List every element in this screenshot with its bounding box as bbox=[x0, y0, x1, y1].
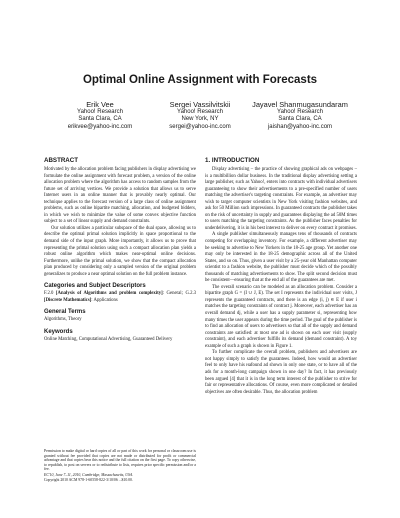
category-title: [Discrete Mathematics] bbox=[44, 297, 92, 303]
category-code: F.2.0 bbox=[44, 291, 54, 297]
left-column bbox=[44, 157, 196, 343]
abstract-heading: ABSTRACT bbox=[44, 157, 79, 164]
author-name: Jayavel Shanmugasundaram bbox=[252, 100, 348, 109]
intro-paragraph: A single publisher simultaneously manages tens of thousands of contracts competing for overlapping inventory. For example, a different advertiser may be seeking to advertise to New Yorkers in the 18-25 age group. Yet another one may only be interested in the 18-25 demographic across all of the United States, and so on. Thus, given a user visit by a 25-year old Manhattan computer scientist to a fashion website, the publisher must decide which of the possibly thousands of matching advertisements to show. The split second decision must be consistent—ensuring that at the end all of the guarantees are met. bbox=[205, 232, 357, 284]
author-email: jaishan@yahoo-inc.com bbox=[267, 123, 333, 130]
author-name: Sergei Vassilvitskii bbox=[169, 100, 231, 109]
author-email: sergei@yahoo-inc.com bbox=[169, 123, 231, 130]
copyright-footnote bbox=[44, 449, 196, 484]
categories-heading: Categories and Subject Descriptors bbox=[44, 283, 146, 290]
intro-paragraph: Display advertising – the practice of showing graphical ads on webpages – is a multibillion dollar business. In the traditional display advertising setting a large publisher, such as Yahoo!, enters into contracts with individual advertisers guaranteeing to show their advertisements to a pre-specified number of users matching the advertiser's targeting constraints. For example, an advertiser may wish to target computer scientists in New York visiting fashion websites, and ask for 50 Million such impressions. In guaranteed contracts the publisher takes on the risk of uncertainty in supply and guarantees displaying the ad 50M times to users matching the targeting constraints. As the publisher faces penalties for underdelivering, it is in his best interest to deliver on every contract it promises. bbox=[205, 167, 357, 231]
author-affiliation: Yahoo! Research bbox=[77, 109, 123, 115]
author-affiliation: Yahoo! Research bbox=[277, 109, 323, 115]
conference-line: EC'10, June 7–11, 2010, Cambridge, Massachusetts, USA. bbox=[44, 473, 134, 478]
author-email: erikvee@yahoo-inc.com bbox=[67, 123, 133, 130]
copyright-line: Copyright 2010 ACM 978-1-60558-822-3/10/06 ...$10.00. bbox=[44, 477, 133, 482]
general-terms-text: Algorithms, Theory bbox=[44, 317, 82, 323]
categories-text bbox=[44, 291, 196, 304]
abstract-paragraph: Motivated by the allocation problem facing publishers in display advertising we formulate the online assignment with forecast problem, a version of the online allocation problem where the algorithm has access to random samples from the future set of arriving vertices. We provide a solution that allows us to serve Internet users in an online manner that is provably nearly optimal. Our technique applies to the forecast version of a large class of online assignment problems, such as online bipartite matching, allocation, and budgeted bidders, in which we wish to minimize the value of some convex objective function subject to a set of linear supply and demand constraints. bbox=[44, 167, 196, 225]
author-location: Santa Clara, CA bbox=[78, 116, 122, 123]
category-text: : Applications bbox=[91, 297, 118, 303]
permission-notice: Permission to make digital or hard copies of all or part of this work for personal or classroom use is granted without fee provided that copies are not made or distributed for profit or commercial advantage and that copies bear this notice and the full citation on the first page. To copy otherwise, to republish, to post on servers or to redistribute to lists, requires prior specific permission and/or a fee. bbox=[44, 449, 196, 472]
intro-paragraph: The overall scenario can be modeled as an allocation problem. Consider a bipartite graph G = (I ∪ J, E). The set I represents the individual user visits, J represents the guaranteed contracts, and there is an edge (i, j) ∈ E if user i matches the targeting constraints of contract j. Moreover, each advertiser has an overall demand dj, while a user has a supply parameter si, representing how many times the user appears during the time period. The goal of the publisher is to find an allocation of users to advertisers so that all of the supply and demand constraints are satisfied: at most one ad is shown on each user visit (supply constraint), and each advertiser fulfills its demand (demand constraint). A toy example of such a graph is shown in Figure 1. bbox=[205, 284, 357, 349]
introduction-heading: 1. INTRODUCTION bbox=[205, 157, 260, 164]
keywords-heading: Keywords bbox=[44, 328, 73, 335]
paper-title: Optimal Online Assignment with Forecasts bbox=[82, 74, 318, 86]
right-column bbox=[205, 157, 357, 396]
author-3 bbox=[240, 100, 360, 131]
category-text: : General; G.2.3 bbox=[162, 291, 197, 297]
author-location: New York, NY bbox=[181, 116, 219, 123]
author-location: Santa Clara, CA bbox=[278, 116, 322, 123]
author-affiliation: Yahoo! Research bbox=[177, 109, 223, 115]
author-name: Erik Vee bbox=[86, 100, 114, 109]
intro-paragraph: To further complicate the overall problem, publishers and advertisers are not happy simply to satisfy the guarantees. Indeed, how would an advertiser feel to only have his наfound ad shown in only one state, or to have all of the ads for a month-long campaign shown in one day? In fact, it has previously been argued [4] that it is in the long term interest of the publisher to strive for fair or representative allocations. Of course, even more complicated or detailed objectives are often desirable. Thus, the allocation problem bbox=[205, 350, 357, 395]
abstract-paragraph: Our solution utilizes a particular subspace of the dual space, allowing us to describe the optimal primal solution implicitly in space proportional to the demand side of the input graph. More importantly, it allows us to prove that representing the primal solution using such a compact allocation plan yields a robust online algorithm which makes near-optimal online decisions. Furthermore, unlike the primal solution, we show that the compact allocation plan produced by considering only a sampled version of the original problem generalizes to produce a near optimal solution on the full problem instance. bbox=[44, 225, 196, 277]
keywords-text: Online Matching, Computational Advertising, Guaranteed Delivery bbox=[44, 336, 173, 342]
general-terms-heading: General Terms bbox=[44, 309, 86, 316]
category-title: [Analysis of Algorithms and problem complexity] bbox=[55, 291, 163, 297]
